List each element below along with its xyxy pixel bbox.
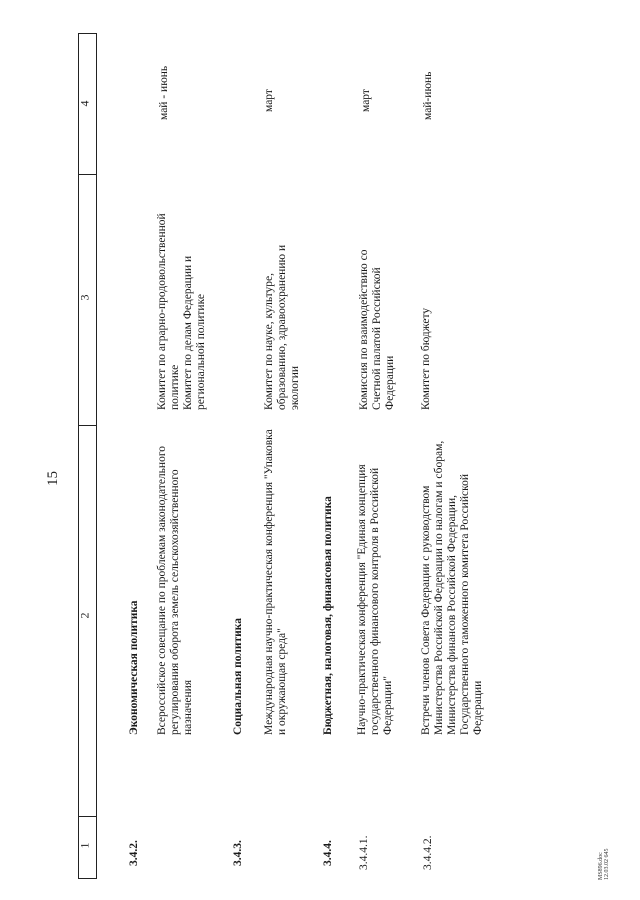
event-text: Международная научно-практическая конференция "Упаковка и окружающая среда" (263, 429, 288, 735)
date-text: март (263, 89, 275, 112)
section-number: 3.4.2. (128, 840, 140, 866)
event-text: Всероссийское совещание по проблемам законодательного регулирования оборота земель сельскохозяйственного назначения (156, 446, 194, 735)
committee-text: Комитет по аграрно-продовольственной политике Комитет по делам Федерации и региональной политике (156, 213, 207, 410)
section-number: 3.4.3. (232, 840, 244, 866)
section-heading: Социальная политика (232, 618, 244, 735)
col-header-4: 4 (77, 100, 92, 107)
table-left-border (96, 33, 97, 879)
committee-text: Комиссия по взаимодействию со Счетной палатой Российской Федерации (358, 249, 396, 410)
section-heading: Экономическая политика (128, 600, 140, 735)
section-number: 3.4.4. (322, 840, 334, 866)
event-text: Встречи членов Совета Федерации с руководством Министерства Российской Федерации по налогам и сборам, Министерства финансов Российской Федерации, Государственного таможенного комитета Российской Федерации (420, 440, 484, 735)
col-sep-3 (78, 174, 96, 175)
header-bottom-line (78, 878, 96, 879)
row-number: 3.4.4.1. (358, 835, 370, 870)
section-heading: Бюджетная, налоговая, финансовая политика (322, 496, 334, 735)
date-text: май-июнь (422, 71, 434, 120)
committee-text: Комитет по науке, культуре, образованию, здравоохранению и экологии (263, 244, 301, 410)
date-text: май - июнь (158, 65, 170, 120)
document-footer: MS896.doc 12.03.02 645 (598, 848, 610, 880)
row-number: 3.4.4.2. (422, 835, 434, 870)
col-sep-1 (78, 816, 96, 817)
date-text: март (360, 89, 372, 112)
header-outer-line (78, 33, 79, 879)
col-header-2: 2 (77, 612, 92, 619)
event-text: Научно-практическая конференция "Единая концепция государственного финансового контроля в Российской Федерации" (356, 464, 394, 735)
col-sep-2 (78, 425, 96, 426)
col-header-1: 1 (77, 842, 92, 849)
col-header-3: 3 (77, 294, 92, 301)
committee-text: Комитет по бюджету (420, 307, 432, 410)
page-number: 15 (45, 471, 61, 486)
header-top-line (78, 33, 96, 34)
